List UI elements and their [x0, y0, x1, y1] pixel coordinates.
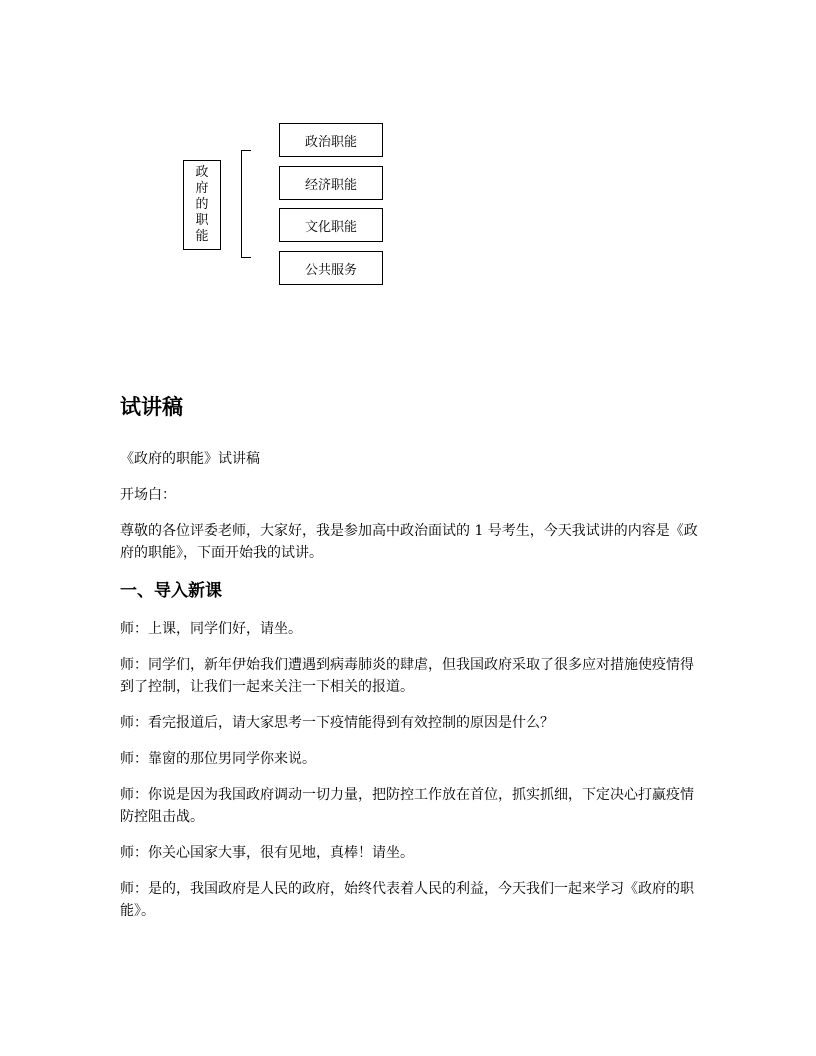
root-char: 的	[195, 197, 209, 212]
root-char: 职	[195, 213, 209, 228]
root-char: 能	[195, 229, 209, 244]
document-subtitle: 《政府的职能》试讲稿	[120, 451, 260, 467]
dialogue-line: 师：靠窗的那位男同学你来说。	[120, 751, 316, 767]
diagram-bracket	[241, 150, 251, 258]
opening-paragraph: 尊敬的各位评委老师，大家好，我是参加高中政治面试的 1 号考生，今天我试讲的内容是《政府的职能》，下面开始我的试讲。	[120, 523, 698, 561]
functions-diagram	[0, 0, 816, 300]
diagram-root-box	[183, 160, 221, 250]
dialogue-line: 师：你关心国家大事，很有见地，真棒！请坐。	[120, 845, 414, 861]
dialogue-line: 师：看完报道后，请大家思考一下疫情能得到有效控制的原因是什么？	[120, 715, 554, 731]
section-title: 一、导入新课	[120, 581, 222, 601]
diagram-item-public-service: 公共服务	[279, 251, 383, 285]
diagram-item-cultural: 文化职能	[279, 208, 383, 242]
root-char: 政	[195, 165, 209, 180]
document-title: 试讲稿	[120, 395, 183, 419]
root-char: 府	[195, 181, 209, 196]
dialogue-line: 师：同学们，新年伊始我们遭遇到病毒肺炎的肆虐，但我国政府采取了很多应对措施使疫情得到了控制，让我们一起来关注一下相关的报道。	[120, 657, 694, 695]
diagram-item-political: 政治职能	[279, 123, 383, 157]
dialogue-line: 师：上课，同学们好，请坐。	[120, 621, 302, 637]
diagram-item-economic: 经济职能	[279, 166, 383, 200]
dialogue-line: 师：你说是因为我国政府调动一切力量，把防控工作放在首位，抓实抓细，下定决心打赢疫情防控阻击战。	[120, 787, 694, 825]
dialogue-line: 师：是的，我国政府是人民的政府，始终代表着人民的利益，今天我们一起来学习《政府的职能》。	[120, 881, 694, 919]
document-body	[120, 392, 700, 936]
opening-label: 开场白：	[120, 487, 176, 503]
